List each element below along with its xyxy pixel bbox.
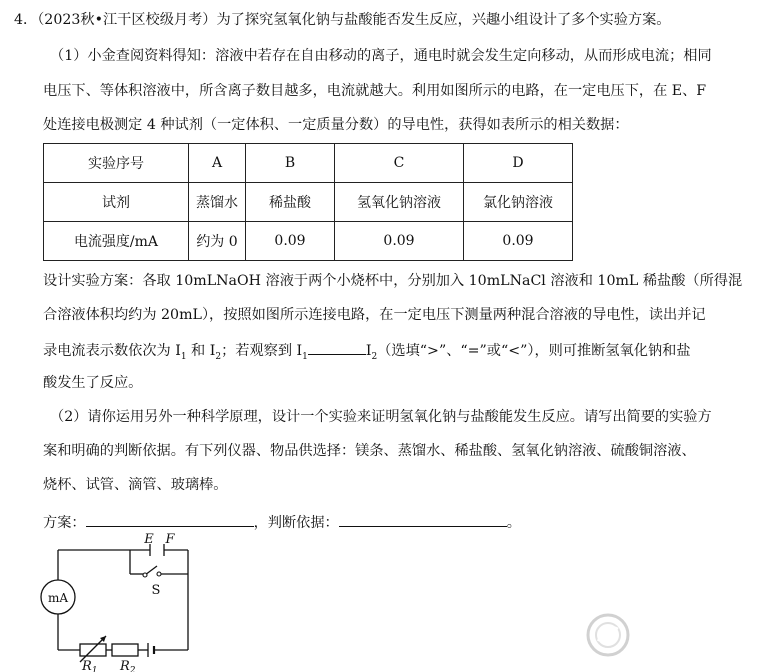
question-stem: 为了探究氢氧化钠与盐酸能否发生反应，兴趣小组设计了多个实验方案。 — [216, 12, 671, 28]
part2-line2: 案和明确的判断依据。有下列仪器、物品供选择：镁条、蒸馏水、稀盐酸、氢氧化钠溶液、硫酸铜溶液、 — [43, 443, 696, 459]
table-header-cell: A — [189, 144, 246, 183]
data-table — [43, 143, 573, 261]
table-cell: 氯化钠溶液 — [464, 183, 573, 222]
table-cell: 蒸馏水 — [189, 183, 246, 222]
table-cell: 0.09 — [464, 222, 573, 261]
watermark-subtitle: 就在你身边 — [642, 641, 750, 656]
table-header-cell: C — [335, 144, 464, 183]
label-r2: $R_2$ — [120, 659, 136, 672]
table-cell: 0.09 — [246, 222, 335, 261]
design-line1: 设计实验方案：各取 10mLNaOH 溶液于两个小烧杯中，分别加入 10mLNaCl 溶液和 10mL 稀盐酸（所得混 — [43, 273, 743, 289]
design-line2: 合溶液体积均约为 20mL），按照如图所示连接电路，在一定电压下测量两种混合溶液的导电性，读出并记 — [43, 307, 706, 323]
design-line4: 酸发生了反应。 — [43, 375, 143, 391]
table-header-cell: D — [464, 144, 573, 183]
plan-label: 方案： — [43, 515, 86, 531]
zznews-logo-icon — [584, 611, 632, 659]
resistor-r1 — [80, 644, 106, 656]
part2-line1: （2）请你运用另外一种科学原理，设计一个实验来证明氢氧化钠与盐酸能发生反应。请写出简要的实验方 — [50, 409, 712, 425]
label-f: F — [165, 532, 175, 547]
table-header-cell: B — [246, 144, 335, 183]
table-header-row — [44, 144, 573, 183]
watermark-title: 浙中在线APP — [640, 615, 763, 637]
table-cell: 试剂 — [44, 183, 189, 222]
question-source: （2023秋•江干区校级月考） — [37, 12, 217, 28]
table-cell: 稀盐酸 — [246, 183, 335, 222]
question-heading — [14, 10, 671, 30]
label-e: E — [144, 532, 154, 547]
ammeter-label: mA — [47, 591, 69, 605]
table-row — [44, 222, 573, 261]
part1-line3: 处连接电极测定 4 种试剂（一定体积、一定质量分数）的导电性，获得如表所示的相关数据： — [43, 117, 629, 133]
switch-contact — [157, 572, 161, 576]
basis-answer-blank[interactable] — [339, 511, 507, 527]
question-number: 4． — [14, 12, 38, 28]
switch-contact — [143, 573, 147, 577]
table-cell: 0.09 — [335, 222, 464, 261]
app-watermark — [582, 603, 780, 672]
table-cell: 电流强度/mA — [44, 222, 189, 261]
label-s: S — [151, 583, 161, 598]
table-cell: 氢氧化钠溶液 — [335, 183, 464, 222]
design-line3: 录电流表示数依次为 $I_1$ 和 $I_2$；若观察到 $I_1$ $I_2$（选填“>”、“=”或“<”），则可推断氢氧化钠和盐 — [43, 339, 691, 367]
plan-answer-blank[interactable] — [86, 511, 254, 527]
resistor-r2 — [112, 644, 138, 656]
part2-line3: 烧杯、试管、滴管、玻璃棒。 — [43, 477, 228, 493]
answer-blank-compare[interactable] — [308, 339, 366, 355]
table-row — [44, 183, 573, 222]
circuit-diagram — [38, 532, 208, 672]
table-header-cell: 实验序号 — [44, 144, 189, 183]
part1-line1: （1）小金查阅资料得知：溶液中若存在自由移动的离子，通电时就会发生定向移动，从而形成电流；相同 — [50, 48, 712, 64]
part1-line2: 电压下、等体积溶液中，所含离子数目越多，电流就越大。利用如图所示的电路，在一定电压下，在 E、F — [43, 83, 707, 99]
answer-end: 。 — [506, 515, 521, 531]
basis-label: ，判断依据： — [253, 515, 339, 531]
label-r1: $R_1$ — [82, 659, 98, 672]
table-cell: 约为 0 — [189, 222, 246, 261]
answer-line — [43, 511, 521, 533]
